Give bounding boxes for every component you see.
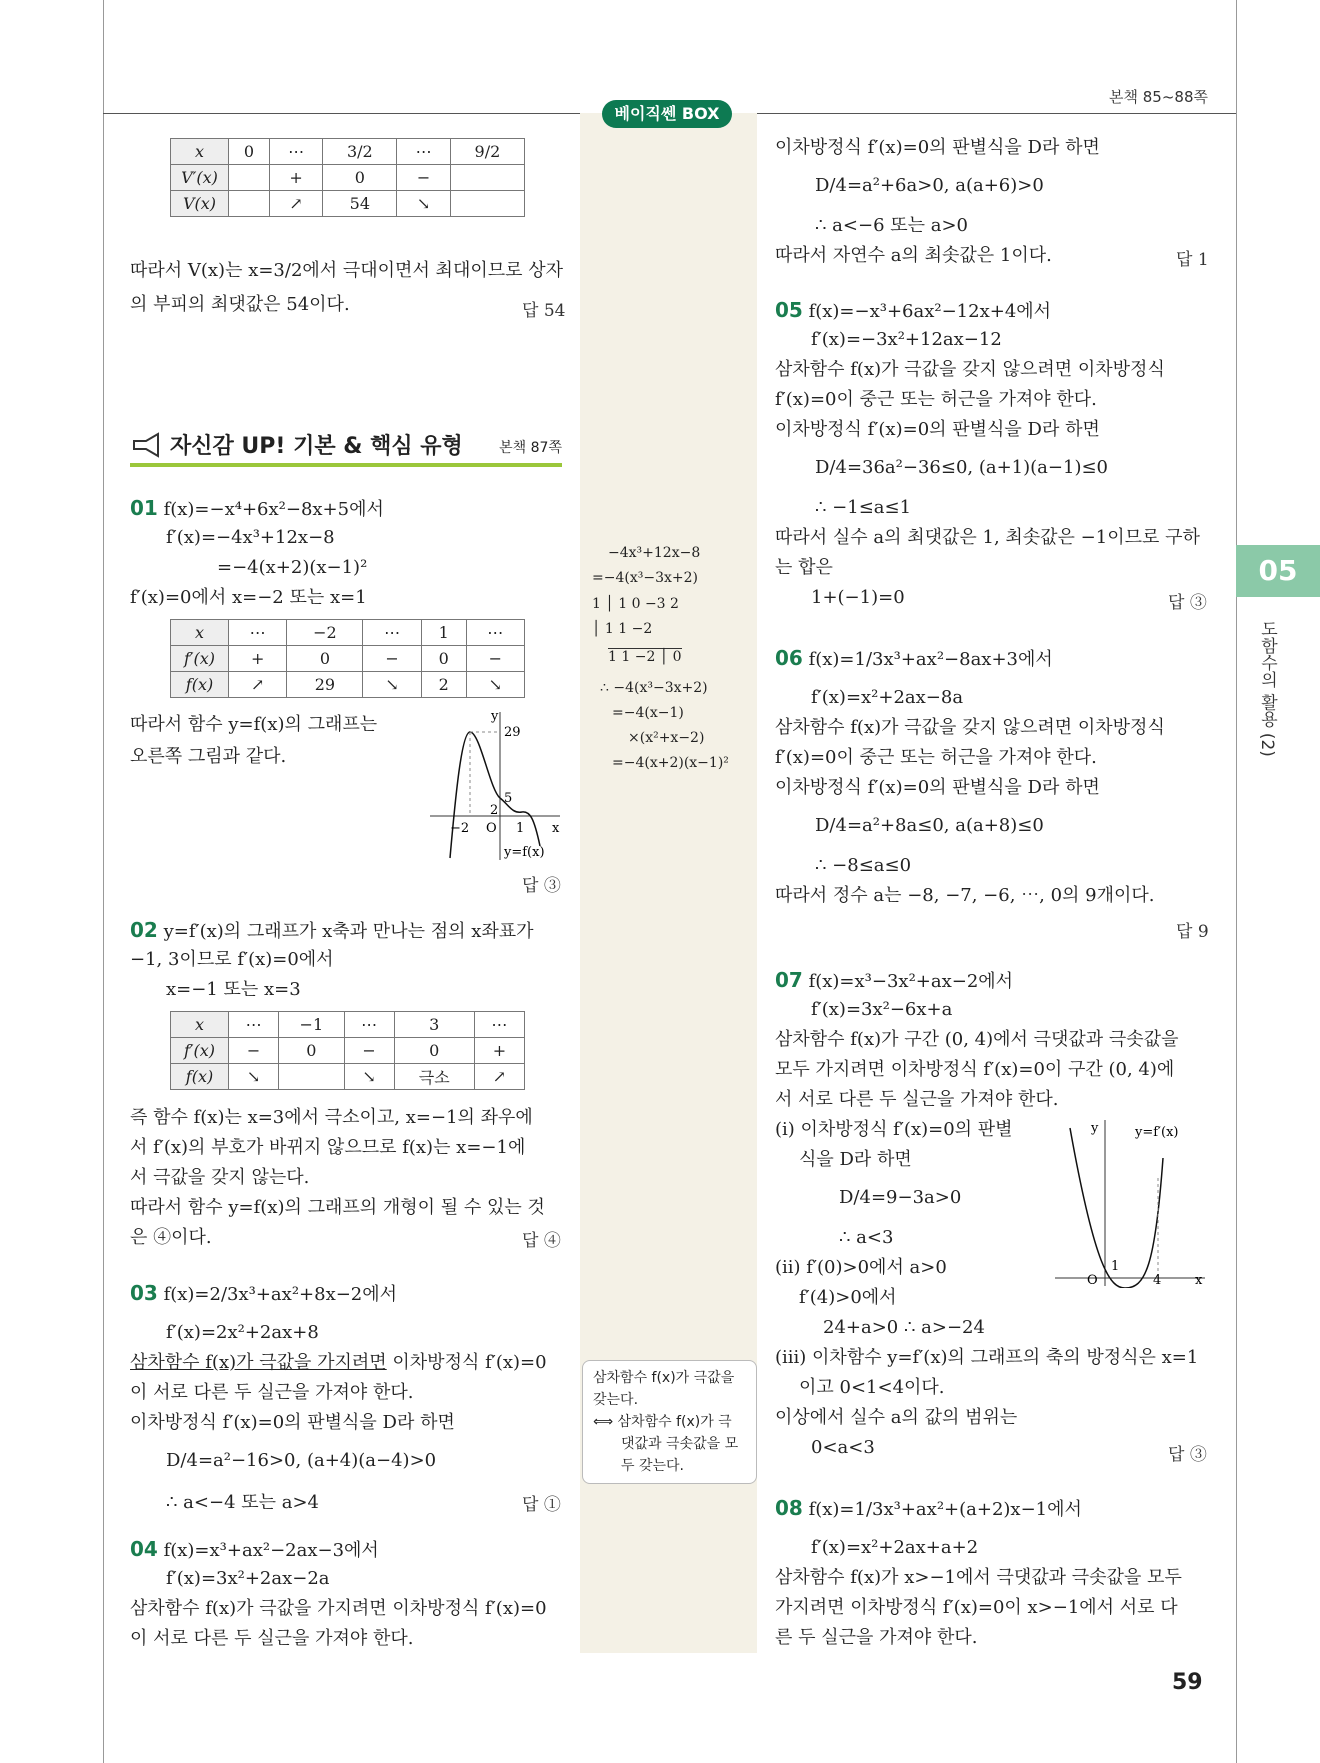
answer-03: 답 ① <box>522 1495 561 1515</box>
problem-number: 01 <box>130 496 158 520</box>
problem-number: 08 <box>775 1496 803 1520</box>
chapter-tab: 05 <box>1236 545 1320 597</box>
volume-table: x 0 ⋯ 3/2 ⋯ 9/2 V′(x) + 0 − V(x) ↗ 54 ↘ <box>170 138 525 217</box>
svg-text:x: x <box>1195 1273 1203 1288</box>
problem-number: 03 <box>130 1281 158 1305</box>
answer-05: 답 ③ <box>1168 593 1207 613</box>
svg-text:4: 4 <box>1153 1273 1162 1288</box>
graph-01 <box>420 710 570 860</box>
section-title: 자신감 UP! 기본 & 핵심 유형 <box>170 434 463 459</box>
svg-text:O: O <box>1087 1273 1098 1288</box>
answer-04: 답 1 <box>1176 250 1209 270</box>
note-box: 삼차함수 f(x)가 극값을 갖는다. ⟺ 삼차함수 f(x)가 극 댓값과 극솟값을 모 두 갖는다. <box>582 1360 757 1484</box>
chapter-title: 도함수의 활용 (2) <box>1257 620 1277 757</box>
left-margin-line <box>103 0 104 1763</box>
svg-text:5: 5 <box>504 791 513 806</box>
svg-text:y: y <box>1091 1121 1099 1136</box>
svg-text:y: y <box>491 710 499 724</box>
svg-text:29: 29 <box>504 725 521 740</box>
answer-06: 답 9 <box>1176 922 1209 942</box>
answer-01: 답 ③ <box>522 876 561 896</box>
problem-number: 04 <box>130 1537 158 1561</box>
book-reference: 본책 85~88쪽 <box>1109 88 1208 106</box>
svg-text:O: O <box>486 821 497 836</box>
megaphone-icon <box>130 431 164 461</box>
sign-table-02: x ⋯ −1 ⋯ 3 ⋯ f′(x) − 0 − 0 + f(x) ↘ ↘ 극소 ↗ <box>170 1011 525 1090</box>
svg-text:2: 2 <box>490 803 499 818</box>
problem-number: 07 <box>775 968 803 992</box>
svg-text:1: 1 <box>516 821 525 836</box>
page-number: 59 <box>1172 1670 1203 1695</box>
section-header <box>130 425 562 467</box>
svg-text:−2: −2 <box>450 821 470 836</box>
svg-text:x: x <box>552 821 560 836</box>
problem-number: 06 <box>775 646 803 670</box>
problem-number: 02 <box>130 918 158 942</box>
box-badge: 베이직쎈 BOX <box>602 100 732 128</box>
sign-table-01: x ⋯ −2 ⋯ 1 ⋯ f′(x) + 0 − 0 − f(x) ↗ 29 ↘ 2 ↘ <box>170 619 525 698</box>
right-margin-line <box>1236 0 1237 1763</box>
answer-top: 답 54 <box>522 301 566 321</box>
section-reference: 본책 87쪽 <box>499 440 562 456</box>
problem-number: 05 <box>775 298 803 322</box>
svg-text:1: 1 <box>1111 1259 1120 1274</box>
svg-text:y=f(x): y=f(x) <box>504 845 545 860</box>
answer-02: 답 ④ <box>522 1231 561 1251</box>
answer-07: 답 ③ <box>1168 1445 1207 1465</box>
graph-07 <box>1055 1118 1215 1288</box>
svg-text:y=f′(x): y=f′(x) <box>1135 1125 1179 1140</box>
